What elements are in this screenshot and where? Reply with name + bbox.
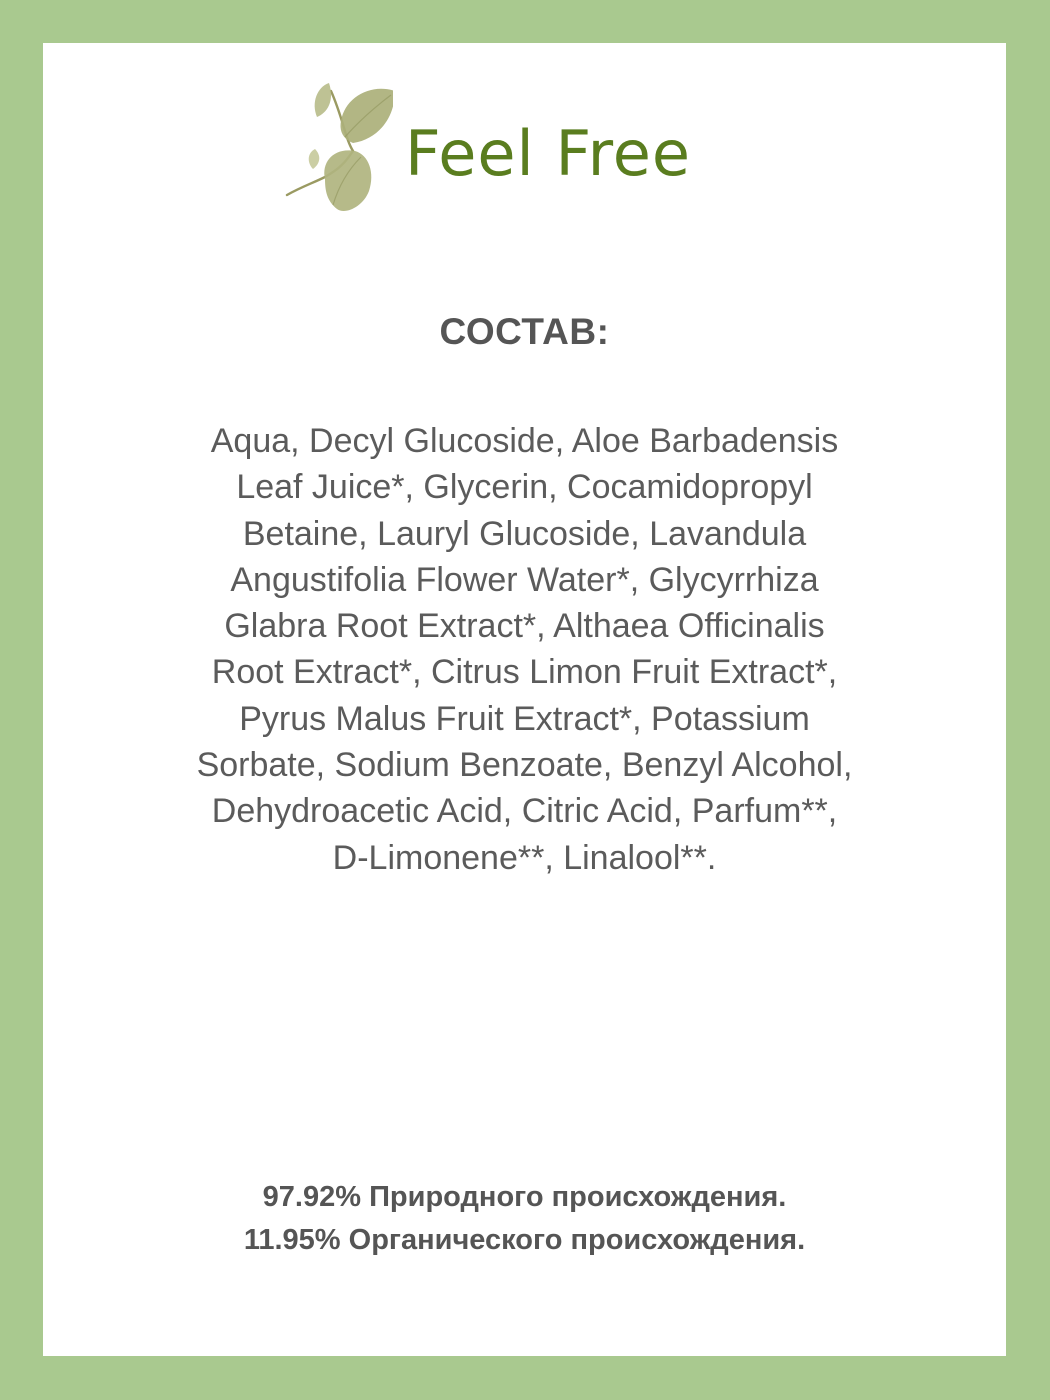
ingredients-card <box>43 43 1006 1356</box>
origin-info <box>43 1176 1006 1262</box>
organic-origin-percentage: 11.95% Органического происхождения. <box>243 1224 806 1256</box>
leaves-icon <box>283 73 393 223</box>
brand-logo <box>283 73 783 253</box>
composition-title: СОСТАВ: <box>439 311 610 352</box>
natural-origin-percentage: 97.92% Природного происхождения. <box>262 1181 787 1213</box>
ingredients-list: Aqua, Decyl Glucoside, Aloe Barbadensis Leaf Juice*, Glycerin, Cocamidopropyl Betaine, Lauryl Glucoside, Lavandula Angustifolia Flower Water*, Glycyrrhiza Glabra Root Extract*, Althaea Officinalis Root Extract*, Citrus Limon Fruit Extract*, Pyrus Malus Fruit Extract*, Potassium Sorbate, Sodium Benzoate, Benzyl Alcohol, Dehydroacetic Acid, Citric Acid, Parfum**, D-Limonene**, Linalool**. <box>196 422 853 877</box>
brand-name: Feel Free <box>405 117 692 190</box>
